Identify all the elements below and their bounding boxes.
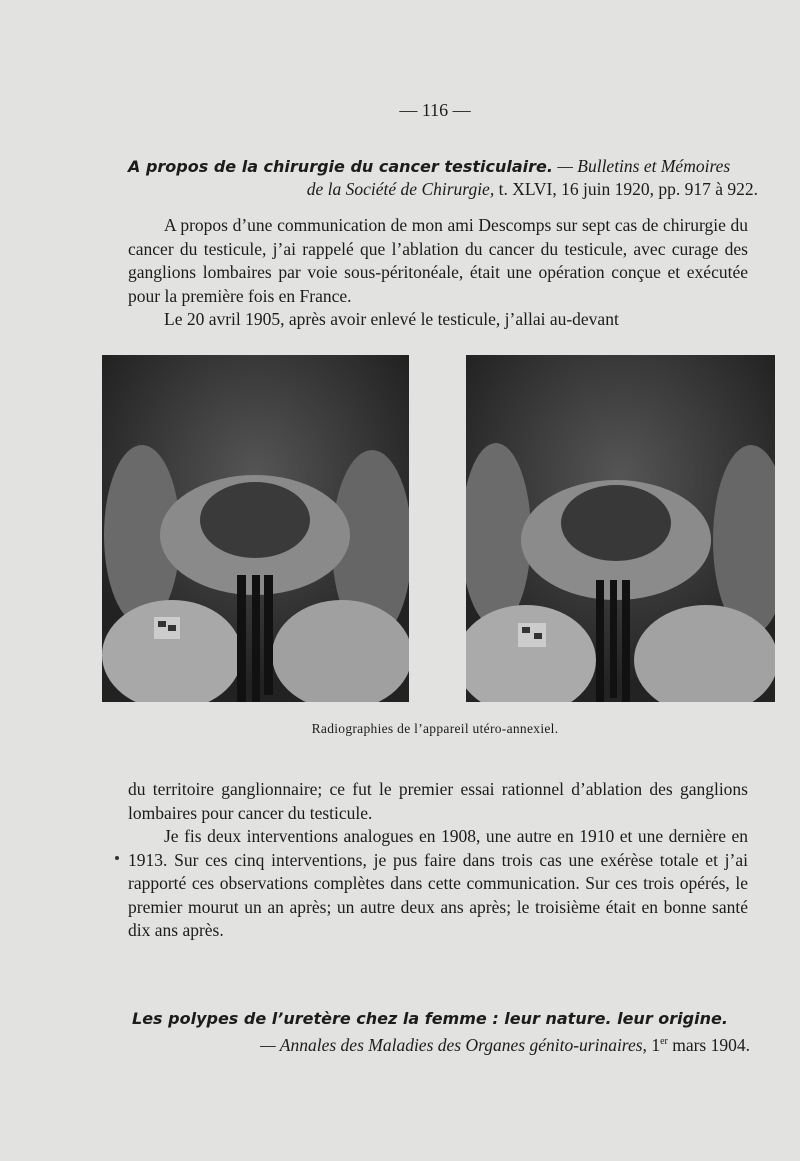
article1-title: A propos de la chirurgie du cancer testiculaire.: [128, 157, 553, 176]
article1-paragraph-3: Je fis deux interventions analogues en 1908, une autre en 1910 et une dernière en 1913. Sur ces cinq interventions, je pus faire dans trois cas une exérèse totale et j’ai rapporté ces observations complètes dans cette communication. Sur ces trois opérés, le premier mourut un an après; un autre deux ans après; le troisième était en bonne santé dix ans après.: [128, 826, 748, 941]
article2-ref-date-pre: 1: [646, 1034, 661, 1055]
article1-ref-details: t. XLVI, 16 juin 1920, pp. 917 à 922.: [494, 179, 758, 199]
article2-heading: [132, 1007, 750, 1057]
article1-paragraph-2-continued: du territoire ganglionnaire; ce fut le premier essai rationnel d’ablation des ganglions lombaires pour cancer du testicule.: [128, 779, 748, 823]
radiograph-left-image: [102, 355, 409, 702]
figure-caption: Radiographies de l’appareil utéro-annexiel.: [311, 721, 559, 736]
article1-ref-line2: [128, 178, 758, 201]
article2-ref-date-sup: er: [660, 1036, 668, 1047]
article2-ref-journal: — Annales des Maladies des Organes génito-urinaires,: [260, 1034, 647, 1055]
article1-heading: [128, 155, 758, 201]
article1-paragraph-2-start: Le 20 avril 1905, après avoir enlevé le testicule, j’allai au-devant: [164, 309, 619, 329]
article2-ref-date-post: mars 1904.: [667, 1034, 750, 1055]
radiograph-right-image: [466, 355, 775, 702]
article1-paragraph-1: A propos d’une communication de mon ami Descomps sur sept cas de chirurgie du cancer du testicule, j’ai rappelé que l’ablation du cancer du testicule, avec curage des ganglions lombaires par voie sous-péritonéale, était une opération conçue et exécutée pour la première fois en France.: [128, 215, 748, 306]
article1-ref-journal: de la Société de Chirurgie,: [306, 179, 495, 199]
article2-ref-line: [132, 1030, 750, 1057]
page-number: — 116 —: [399, 100, 471, 120]
article1-ref-part1: — Bulletins et Mémoires: [552, 156, 731, 176]
margin-dot: [115, 856, 119, 860]
article2-title: Les polypes de l’uretère chez la femme : leur nature. leur origine.: [132, 1009, 728, 1028]
